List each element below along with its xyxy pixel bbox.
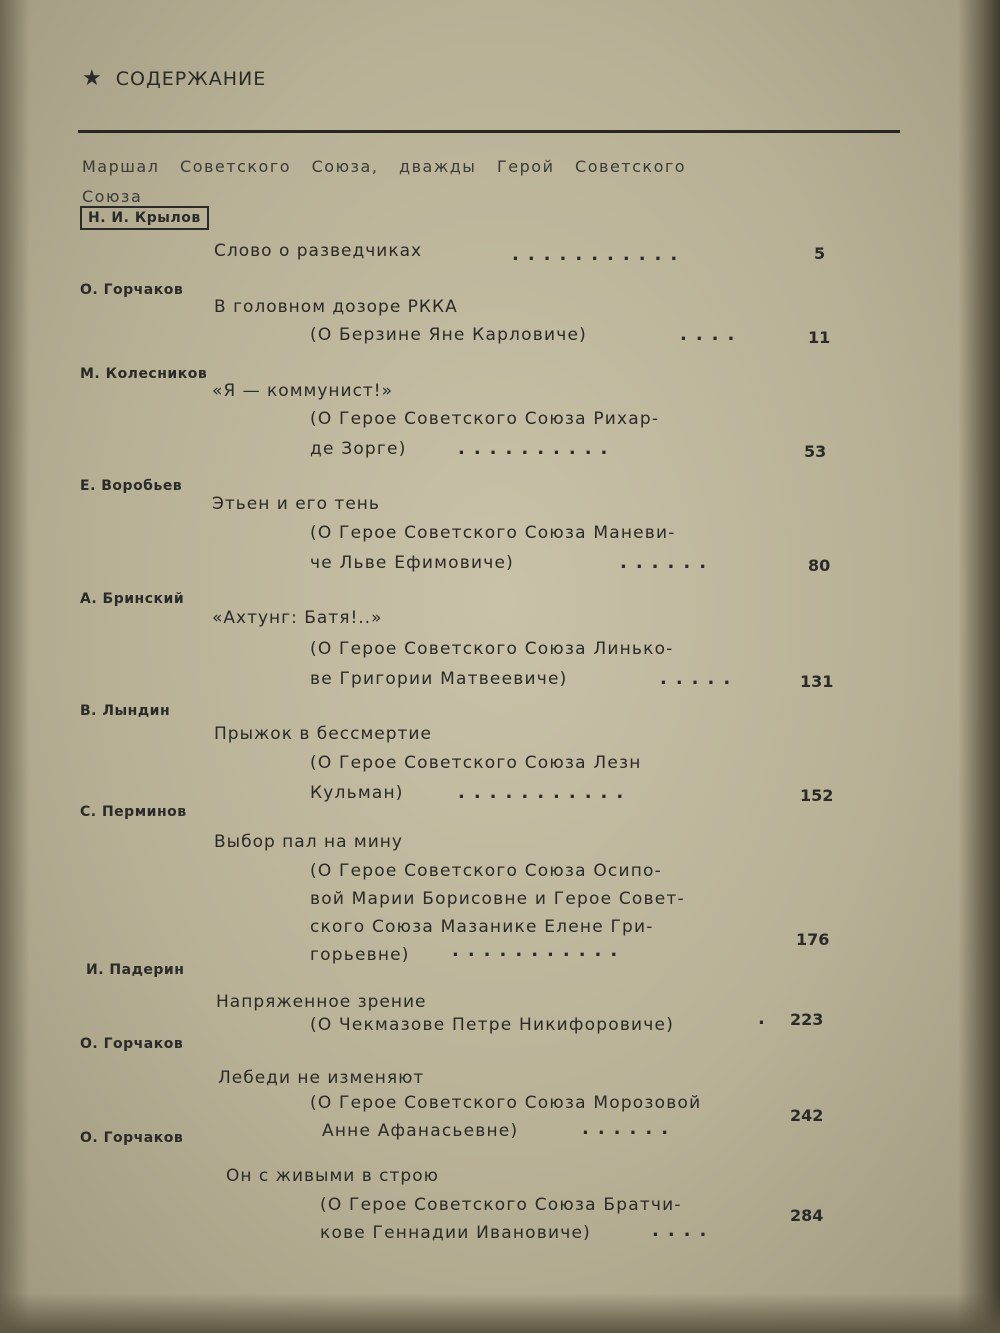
entry-author: О. Горчаков (80, 1130, 184, 1146)
leader-dots: ..... (660, 668, 740, 689)
intro-credit (82, 152, 802, 212)
intro-line-2: Союза (82, 187, 143, 206)
leader-dots: ...... (582, 1118, 678, 1139)
entry-subtitle: Анне Афанасьевне) (322, 1121, 519, 1141)
page-number: 80 (808, 556, 831, 575)
page-shadow-left (0, 0, 30, 1333)
entry-subtitle: (О Чекмазове Петре Никифоровиче) (310, 1015, 675, 1035)
entry-title: Слово о разведчиках (214, 241, 423, 261)
contents-header (82, 68, 266, 90)
entry-title: Напряженное зрение (216, 992, 427, 1012)
leader-dots: ........... (512, 244, 687, 265)
entry-title: Он с живыми в строю (226, 1166, 439, 1186)
leader-dots: .... (680, 324, 744, 345)
entry-subtitle: ского Союза Мазанике Елене Гри- (310, 917, 654, 937)
intro-line-1: Маршал Советского Союза, дважды Герой Советского (82, 157, 687, 176)
entry-author: Е. Воробьев (80, 478, 183, 494)
entry-author: С. Перминов (80, 804, 187, 820)
entry-subtitle: Кульман) (310, 783, 404, 803)
entry-subtitle: че Льве Ефимовиче) (310, 553, 514, 573)
entry-title: «Ахтунг: Батя!..» (212, 608, 383, 628)
entry-author: А. Бринский (80, 591, 185, 607)
entry-author: М. Колесников (80, 366, 208, 382)
entry-subtitle: (О Герое Советского Союза Линько- (310, 639, 674, 659)
entry-author: И. Падерин (86, 962, 185, 978)
entry-title: Лебеди не изменяют (218, 1068, 425, 1088)
entry-author: О. Горчаков (80, 282, 184, 298)
page-number: 5 (814, 244, 826, 263)
entry-title: Этьен и его тень (212, 494, 380, 514)
entry-subtitle: (О Герое Советского Союза Морозовой (310, 1093, 702, 1113)
page-number: 223 (790, 1010, 824, 1029)
entry-author (80, 210, 209, 226)
page-number: 176 (796, 930, 830, 949)
entry-subtitle: горьевне) (310, 945, 410, 965)
entry-subtitle: вой Марии Борисовне и Герое Совет- (310, 889, 685, 909)
entry-subtitle: (О Герое Советского Союза Братчи- (320, 1195, 682, 1215)
entry-title: Прыжок в бессмертие (214, 724, 432, 744)
page-shadow-bottom (0, 1293, 1000, 1333)
entry-subtitle: (О Герое Советского Союза Лезн (310, 753, 642, 773)
author-box: Н. И. Крылов (80, 206, 209, 230)
page-number: 131 (800, 672, 834, 691)
entry-subtitle: кове Геннадии Ивановиче) (320, 1223, 591, 1243)
entry-title: «Я — коммунист!» (212, 381, 394, 401)
entry-subtitle: ве Григории Матвеевиче) (310, 669, 568, 689)
entry-subtitle: де Зорге) (310, 439, 407, 459)
leader-dots: . (758, 1008, 774, 1029)
page-number: 152 (800, 786, 834, 805)
page-number: 53 (804, 442, 827, 461)
page-number: 284 (790, 1206, 824, 1225)
page-number: 242 (790, 1106, 824, 1125)
leader-dots: .......... (458, 438, 617, 459)
leader-dots: ...... (620, 552, 716, 573)
contents-title: СОДЕРЖАНИЕ (115, 68, 267, 90)
entry-title: В головном дозоре РККА (214, 297, 458, 317)
leader-dots: .... (652, 1220, 716, 1241)
entry-author: В. Лындин (80, 703, 171, 719)
page-number: 11 (808, 328, 831, 347)
entry-subtitle: (О Берзине Яне Карловиче) (310, 325, 587, 345)
leader-dots: ........... (452, 940, 627, 961)
entry-author: О. Горчаков (80, 1036, 184, 1052)
entry-subtitle: (О Герое Советского Союза Осипо- (310, 861, 662, 881)
entry-title: Выбор пал на мину (214, 832, 403, 852)
leader-dots: ........... (458, 782, 633, 803)
header-rule (78, 130, 900, 133)
page-shadow-right (958, 0, 1000, 1333)
star-icon: ★ (82, 66, 102, 91)
entry-subtitle: (О Герое Советского Союза Маневи- (310, 523, 676, 543)
entry-subtitle: (О Герое Советского Союза Рихар- (310, 409, 660, 429)
